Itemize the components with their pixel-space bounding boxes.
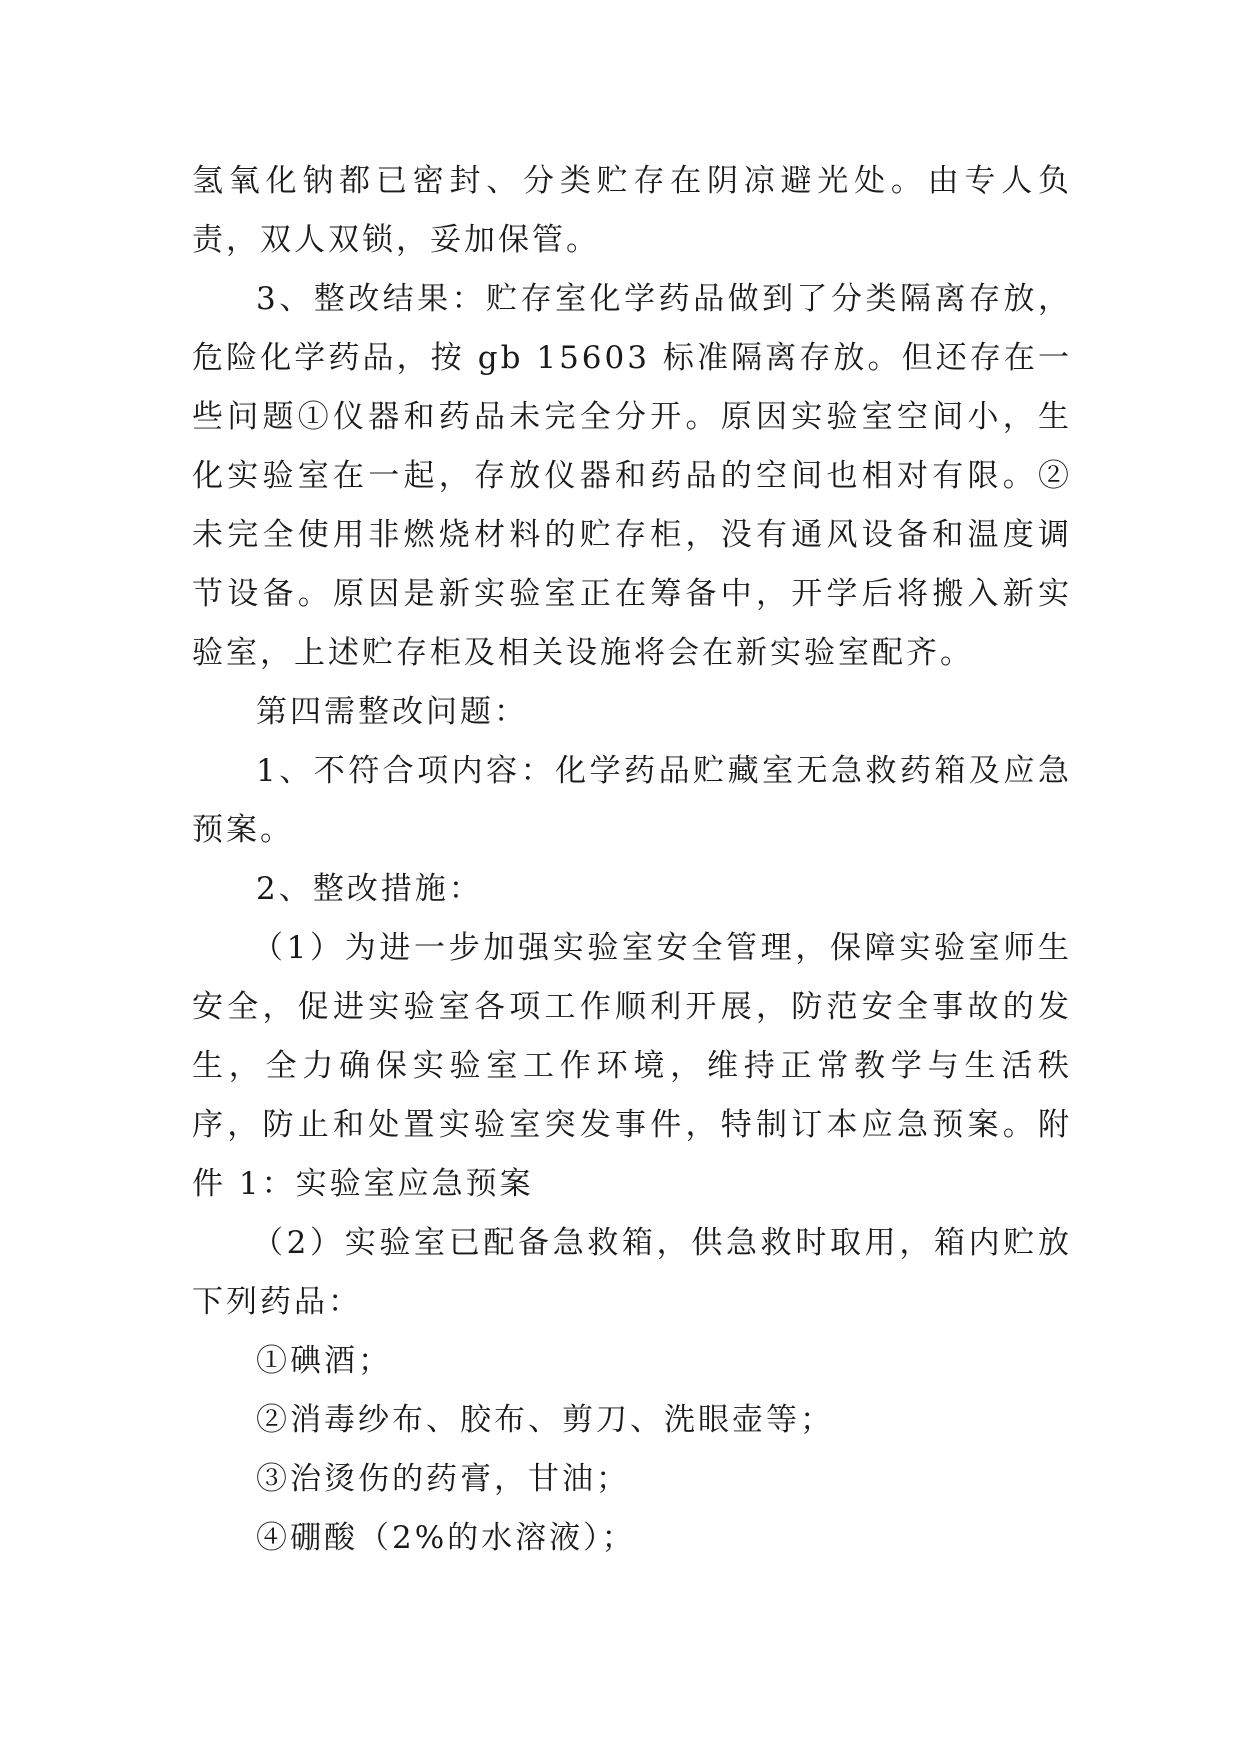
- paragraph-rectification-result: 3、整改结果：贮存室化学药品做到了分类隔离存放，危险化学药品，按 gb 15603 标准隔离存放。但还存在一些问题①仪器和药品未完全分开。原因实验室空间小，生化实验室在一起，存放仪器和药品的空间也相对有限。②未完全使用非燃烧材料的贮存柜，没有通风设备和温度调节设备。原因是新实验室正在筹备中，开学后将搬入新实验室，上述贮存柜及相关设施将会在新实验室配齐。: [192, 281, 1072, 671]
- section-heading-fourth-issue: 第四需整改问题：: [256, 694, 528, 730]
- list-item: ①碘酒；: [256, 1343, 392, 1379]
- paragraph-measure-1: （1）为进一步加强实验室安全管理，保障实验室师生安全，促进实验室各项工作顺利开展，防范安全事故的发生，全力确保实验室工作环境，维持正常教学与生活秩序，防止和处置实验室突发事件，特制订本应急预案。附件 1：实验室应急预案: [192, 930, 1072, 1202]
- paragraph-nonconformity: 1、不符合项内容：化学药品贮藏室无急救药箱及应急预案。: [192, 753, 1072, 848]
- list-item: ③治烫伤的药膏，甘油；: [256, 1461, 630, 1497]
- list-item: ②消毒纱布、胶布、剪刀、洗眼壶等；: [256, 1402, 834, 1438]
- list-item: ④硼酸（2%的水溶液）；: [256, 1520, 636, 1556]
- paragraph-measures-heading: 2、整改措施：: [256, 871, 483, 907]
- document-body: [192, 152, 1072, 1568]
- first-aid-list: [192, 1332, 1072, 1568]
- paragraph-continuation: 氢氧化钠都已密封、分类贮存在阴凉避光处。由专人负责，双人双锁，妥加保管。: [192, 163, 1072, 258]
- paragraph-measure-2: （2）实验室已配备急救箱，供急救时取用，箱内贮放下列药品：: [192, 1225, 1072, 1320]
